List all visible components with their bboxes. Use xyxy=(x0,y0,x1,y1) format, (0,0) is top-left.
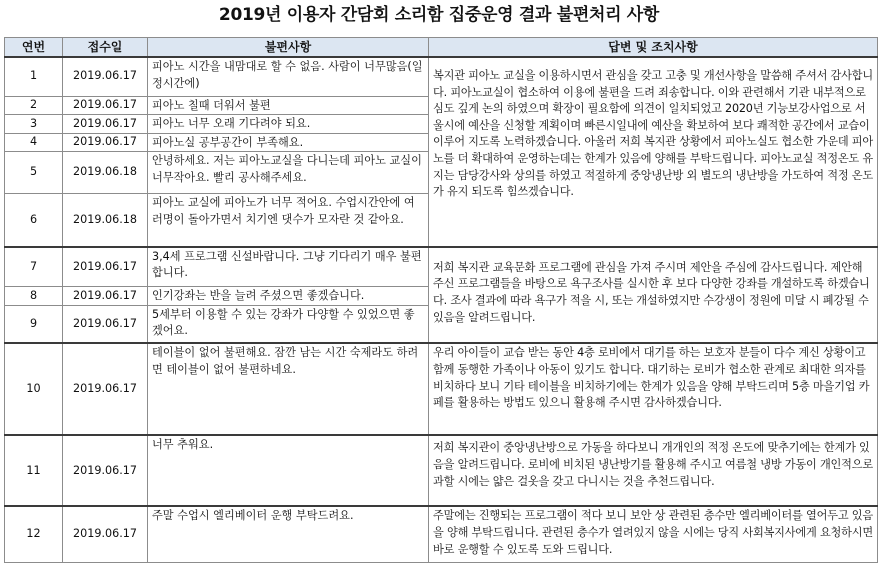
table-row xyxy=(5,435,878,506)
row-complaint: 피아노 교실에 피아노가 너무 적어요. 수업시간안에 여러명이 돌아가면서 치기엔 댓수가 모자란 것 같아요. xyxy=(148,194,429,247)
row-complaint: 주말 수업시 엘리베이터 운행 부탁드려요. xyxy=(148,506,429,562)
header-answer: 답변 및 조치사항 xyxy=(429,38,878,58)
row-answer: 주말에는 진행되는 프로그램이 적다 보니 보안 상 관련된 층수만 엘리베이터를 열어두고 있음을 양해 부탁드립니다. 관련된 층수가 열려있지 않을 시에는 당직 사회복지사에게 요청하시면 바로 운행할 수 있도록 도와 드립니다. xyxy=(429,506,878,562)
row-date: 2019.06.17 xyxy=(63,247,148,287)
row-no: 2 xyxy=(5,96,63,115)
row-no: 8 xyxy=(5,287,63,306)
row-date: 2019.06.17 xyxy=(63,57,148,96)
row-complaint: 테이블이 없어 불편해요. 잠깐 남는 시간 숙제라도 하려면 테이블이 없어 불편하네요. xyxy=(148,343,429,435)
table-header-row xyxy=(5,38,878,58)
row-answer: 우리 아이들이 교습 받는 동안 4층 로비에서 대기를 하는 보호자 분들이 다수 계신 상황이고 함께 동행한 가족이나 아동이 있기도 합니다. 대기하는 로비가 협소한 관계로 최대한 의자를 비치하다 보니 기타 테이블을 비치하기에는 한계가 있음을 양해 부탁드리며 5층 마을기업 카페를 활용하는 방법도 있으니 활용해 주시면 감사하겠습니다. xyxy=(429,343,878,435)
header-no: 연번 xyxy=(5,38,63,58)
table-row xyxy=(5,506,878,562)
table-row xyxy=(5,343,878,435)
row-no: 9 xyxy=(5,305,63,343)
row-complaint: 5세부터 이용할 수 있는 강좌가 다양할 수 있었으면 좋겠어요. xyxy=(148,305,429,343)
row-answer: 저희 복지관이 중앙냉난방으로 가동을 하다보니 개개인의 적정 온도에 맞추기에는 한계가 있음을 알려드립니다. 로비에 비치된 냉난방기를 활용해 주시고 여름철 냉방 가동이 개인적으로 과할 시에는 얇은 걸옷을 갖고 다니시는 것을 추천드립니다. xyxy=(429,435,878,506)
row-answer: 복지관 피아노 교실을 이용하시면서 관심을 갖고 고충 및 개선사항을 말씀해 주셔서 감사합니다. 피아노교실이 협소하여 이용에 불편을 드려 죄송합니다. 이와 관련해서 기관 내부적으로 심도 깊게 논의 하였으며 확장이 필요함에 의견이 일치되었고 2020년 기능보강사업으로 서울시에 예산을 신청할 계획이며 빠른시일내에 예산을 확보하여 보다 쾌적한 공간에서 교습이 이루어 지도록 노력하겠습니다. 아울러 저희 복지관 상황에서 피아노실도 협소한 가운데 피아노를 더 확대하여 운영하는데는 한계가 있음에 양해를 부탁드립니다. 피아노교실 적정온도 유지는 담당강사와 상의를 하였고 적절하게 중앙냉난방 외 별도의 냉난방을 가도하여 적정 온도가 유지 되도록 힘쓰겠습니다. xyxy=(429,57,878,247)
row-complaint: 피아노 너무 오래 기다려야 되요. xyxy=(148,115,429,134)
row-date: 2019.06.17 xyxy=(63,115,148,134)
row-answer: 저희 복지관 교육문화 프로그램에 관심을 가져 주시며 제안을 주심에 감사드립니다. 제안해 주신 프로그램들을 바탕으로 욕구조사를 실시한 후 보다 다양한 강좌를 개설하도록 하겠습니다. 조사 결과에 따라 욕구가 적을 시, 또는 개설하였지만 수강생이 정원에 미달 시 폐강될 수 있음을 알려드립니다. xyxy=(429,247,878,344)
table-row xyxy=(5,57,878,96)
row-complaint: 피아노실 공부공간이 부족해요. xyxy=(148,133,429,152)
row-complaint: 피아노 시간을 내맘대로 할 수 없음. 사람이 너무많음(일정시간에) xyxy=(148,57,429,96)
row-no: 7 xyxy=(5,247,63,287)
row-no: 12 xyxy=(5,506,63,562)
row-date: 2019.06.17 xyxy=(63,96,148,115)
row-no: 10 xyxy=(5,343,63,435)
row-date: 2019.06.17 xyxy=(63,435,148,506)
row-complaint: 안녕하세요. 저는 피아노교실을 다니는데 피아노 교실이 너무작아요. 빨리 공사해주세요. xyxy=(148,152,429,194)
row-date: 2019.06.17 xyxy=(63,287,148,306)
complaint-table xyxy=(4,37,878,563)
row-complaint: 인기강좌는 반을 늘려 주셨으면 좋겠습니다. xyxy=(148,287,429,306)
row-complaint: 너무 추워요. xyxy=(148,435,429,506)
row-date: 2019.06.18 xyxy=(63,194,148,247)
row-date: 2019.06.17 xyxy=(63,343,148,435)
row-date: 2019.06.17 xyxy=(63,133,148,152)
row-date: 2019.06.17 xyxy=(63,305,148,343)
header-date: 접수일 xyxy=(63,38,148,58)
row-no: 3 xyxy=(5,115,63,134)
row-no: 1 xyxy=(5,57,63,96)
page-title: 2019년 이용자 간담회 소리함 집중운영 결과 불편처리 사항 xyxy=(218,5,660,25)
row-no: 5 xyxy=(5,152,63,194)
row-no: 6 xyxy=(5,194,63,247)
table-row xyxy=(5,247,878,287)
row-complaint: 3,4세 프로그램 신설바랍니다. 그냥 기다리기 매우 불편합니다. xyxy=(148,247,429,287)
row-date: 2019.06.18 xyxy=(63,152,148,194)
row-date: 2019.06.17 xyxy=(63,506,148,562)
row-complaint: 피아노 칠때 더워서 불편 xyxy=(148,96,429,115)
row-no: 4 xyxy=(5,133,63,152)
header-complaint: 불편사항 xyxy=(148,38,429,58)
row-no: 11 xyxy=(5,435,63,506)
